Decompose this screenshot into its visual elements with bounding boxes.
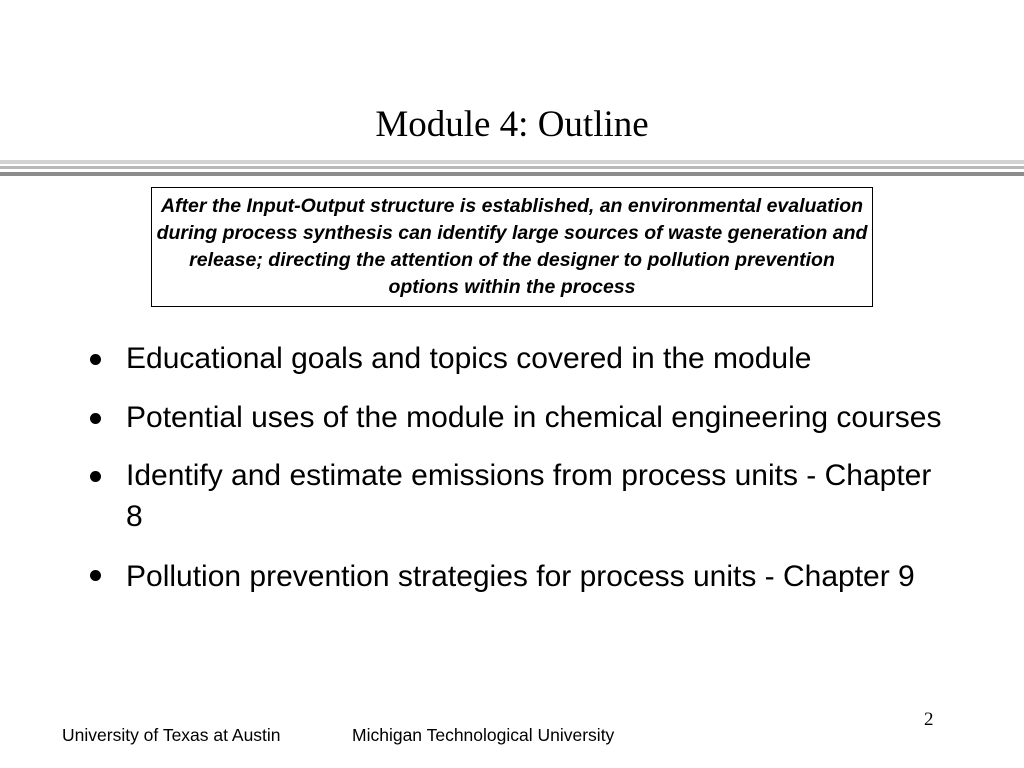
footer-institution-right: Michigan Technological University [352,725,615,745]
slide-title: Module 4: Outline [375,104,649,145]
bullet-item-potential-uses [85,397,955,438]
bullet-dot-icon [90,413,101,424]
title-divider-light [0,160,1024,164]
bullet-dot-icon [90,570,101,581]
bullet-text: Potential uses of the module in chemical engineering courses [126,401,942,434]
bullet-item-pollution-prevention [85,554,955,600]
bullet-item-educational-goals [85,338,955,379]
bullet-text: Identify and estimate emissions from process units - Chapter 8 [126,459,932,533]
title-divider-dark [0,172,1024,176]
summary-box [151,187,873,307]
page-number: 2 [924,709,934,730]
summary-text: After the Input-Output structure is established, an environmental evaluation during process synthesis can identify large sources of waste generation and release; directing the attention of the designer to pollution prevention options within the process [156,195,868,298]
title-divider-medium [0,166,1024,169]
bullet-dot-icon [90,354,101,365]
footer-institution-left: University of Texas at Austin [62,725,281,745]
bullet-list [85,338,955,600]
bullet-text: Pollution prevention strategies for process units - Chapter 9 [126,560,915,593]
bullet-text: Educational goals and topics covered in the module [126,342,812,375]
bullet-dot-icon [90,471,101,482]
bullet-item-emissions [85,455,955,537]
